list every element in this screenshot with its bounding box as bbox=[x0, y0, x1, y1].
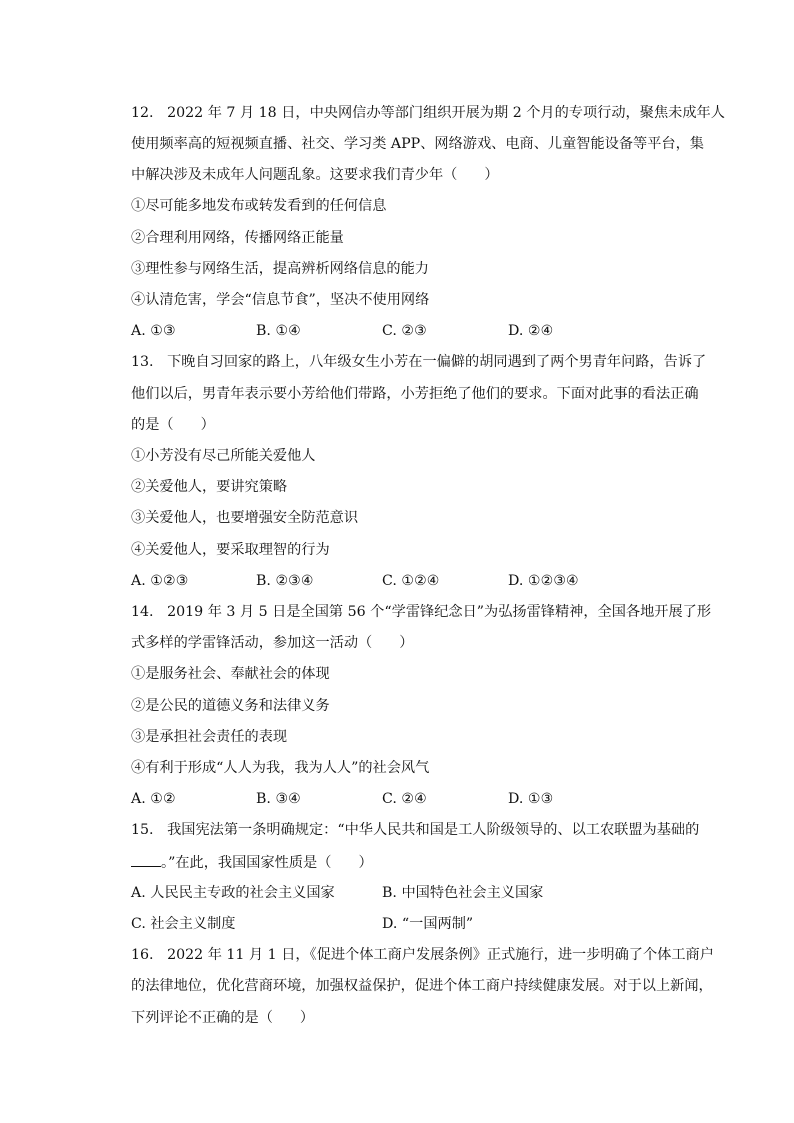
q12-stem-line-3: 中解决涉及未成年人问题乱象。这要求我们青少年（ ） bbox=[131, 167, 499, 183]
q16-stem-line-1: 16. 2022 年 11 月 1 日，《促进个体工商户发展条例》正式施行，进一步明确了个体工商户 bbox=[131, 947, 714, 963]
q13-option-c: C. ①②④ bbox=[382, 573, 440, 589]
q14-statement-4: ④有利于形成“人人为我，我为人人”的社会风气 bbox=[131, 760, 430, 776]
q12-options bbox=[131, 321, 691, 341]
q13-statement-4: ④关爱他人，要采取理智的行为 bbox=[131, 542, 330, 558]
q14-options bbox=[131, 789, 691, 809]
q12-option-b: B. ①④ bbox=[256, 323, 301, 339]
q12-option-a: A. ①③ bbox=[131, 323, 176, 339]
q12-statement-3: ③理性参与网络生活，提高辨析网络信息的能力 bbox=[131, 261, 429, 277]
q15-stem-line-1: 15. 我国宪法第一条明确规定：“中华人民共和国是工人阶级领导的、以工农联盟为基础的 bbox=[131, 822, 700, 838]
q12-statement-4: ④认清危害，学会“信息节食”，坚决不使用网络 bbox=[131, 292, 430, 308]
q12-option-c: C. ②③ bbox=[382, 323, 427, 339]
q13-option-a: A. ①②③ bbox=[131, 573, 189, 589]
q14-statement-2: ②是公民的道德义务和法律义务 bbox=[131, 698, 330, 714]
q13-stem-line-2: 他们以后，男青年表示要小芳给他们带路，小芳拒绝了他们的要求。下面对此事的看法正确 bbox=[131, 386, 699, 402]
q13-stem-line-3: 的是（ ） bbox=[131, 417, 215, 433]
q16-stem-line-3: 下列评论不正确的是（ ） bbox=[131, 1010, 315, 1026]
q15-option-b: B. 中国特色社会主义国家 bbox=[382, 885, 544, 901]
q14-option-d: D. ①③ bbox=[508, 791, 554, 807]
q15-option-a: A. 人民民主专政的社会主义国家 bbox=[131, 885, 335, 901]
q15-option-c: C. 社会主义制度 bbox=[131, 916, 236, 932]
q12-stem-line-2: 使用频率高的短视频直播、社交、学习类 APP、网络游戏、电商、儿童智能设备等平台，集 bbox=[131, 136, 704, 152]
fill-in-blank bbox=[131, 852, 161, 867]
q15-options-row-1 bbox=[131, 883, 691, 903]
q13-statement-2: ②关爱他人，要讲究策略 bbox=[131, 479, 288, 495]
q13-options bbox=[131, 571, 691, 591]
q14-option-c: C. ②④ bbox=[382, 791, 427, 807]
q12-statement-1: ①尽可能多地发布或转发看到的任何信息 bbox=[131, 198, 387, 214]
q14-option-b: B. ③④ bbox=[256, 791, 301, 807]
q13-option-d: D. ①②③④ bbox=[508, 573, 579, 589]
q15-stem-line-2 bbox=[131, 852, 373, 872]
q13-option-b: B. ②③④ bbox=[256, 573, 314, 589]
q13-statement-3: ③关爱他人，也要增强安全防范意识 bbox=[131, 510, 359, 526]
q13-stem-line-1: 13. 下晚自习回家的路上，八年级女生小芳在一偏僻的胡同遇到了两个男青年问路，告诉了 bbox=[131, 354, 707, 370]
q15-stem-line-2-text: 。”在此，我国国家性质是（ ） bbox=[161, 855, 373, 871]
q14-statement-3: ③是承担社会责任的表现 bbox=[131, 729, 288, 745]
q12-option-d: D. ②④ bbox=[508, 323, 554, 339]
q14-stem-line-2: 式多样的学雷锋活动，参加这一活动（ ） bbox=[131, 635, 414, 651]
q15-option-d: D. “一国两制” bbox=[382, 916, 474, 932]
q14-statement-1: ①是服务社会、奉献社会的体现 bbox=[131, 666, 330, 682]
q12-statement-2: ②合理利用网络，传播网络正能量 bbox=[131, 230, 344, 246]
q14-option-a: A. ①② bbox=[131, 791, 176, 807]
q13-statement-1: ①小芳没有尽己所能关爱他人 bbox=[131, 448, 316, 464]
q15-options-row-2 bbox=[131, 914, 691, 934]
q12-stem-line-1: 12. 2022 年 7 月 18 日，中央网信办等部门组织开展为期 2 个月的专项行动，聚焦未成年人 bbox=[131, 105, 725, 121]
q14-stem-line-1: 14. 2019 年 3 月 5 日是全国第 56 个“学雷锋纪念日”为弘扬雷锋精神，全国各地开展了形 bbox=[131, 604, 712, 620]
q16-stem-line-2: 的法律地位，优化营商环境，加强权益保护，促进个体工商户持续健康发展。对于以上新闻， bbox=[131, 978, 713, 994]
